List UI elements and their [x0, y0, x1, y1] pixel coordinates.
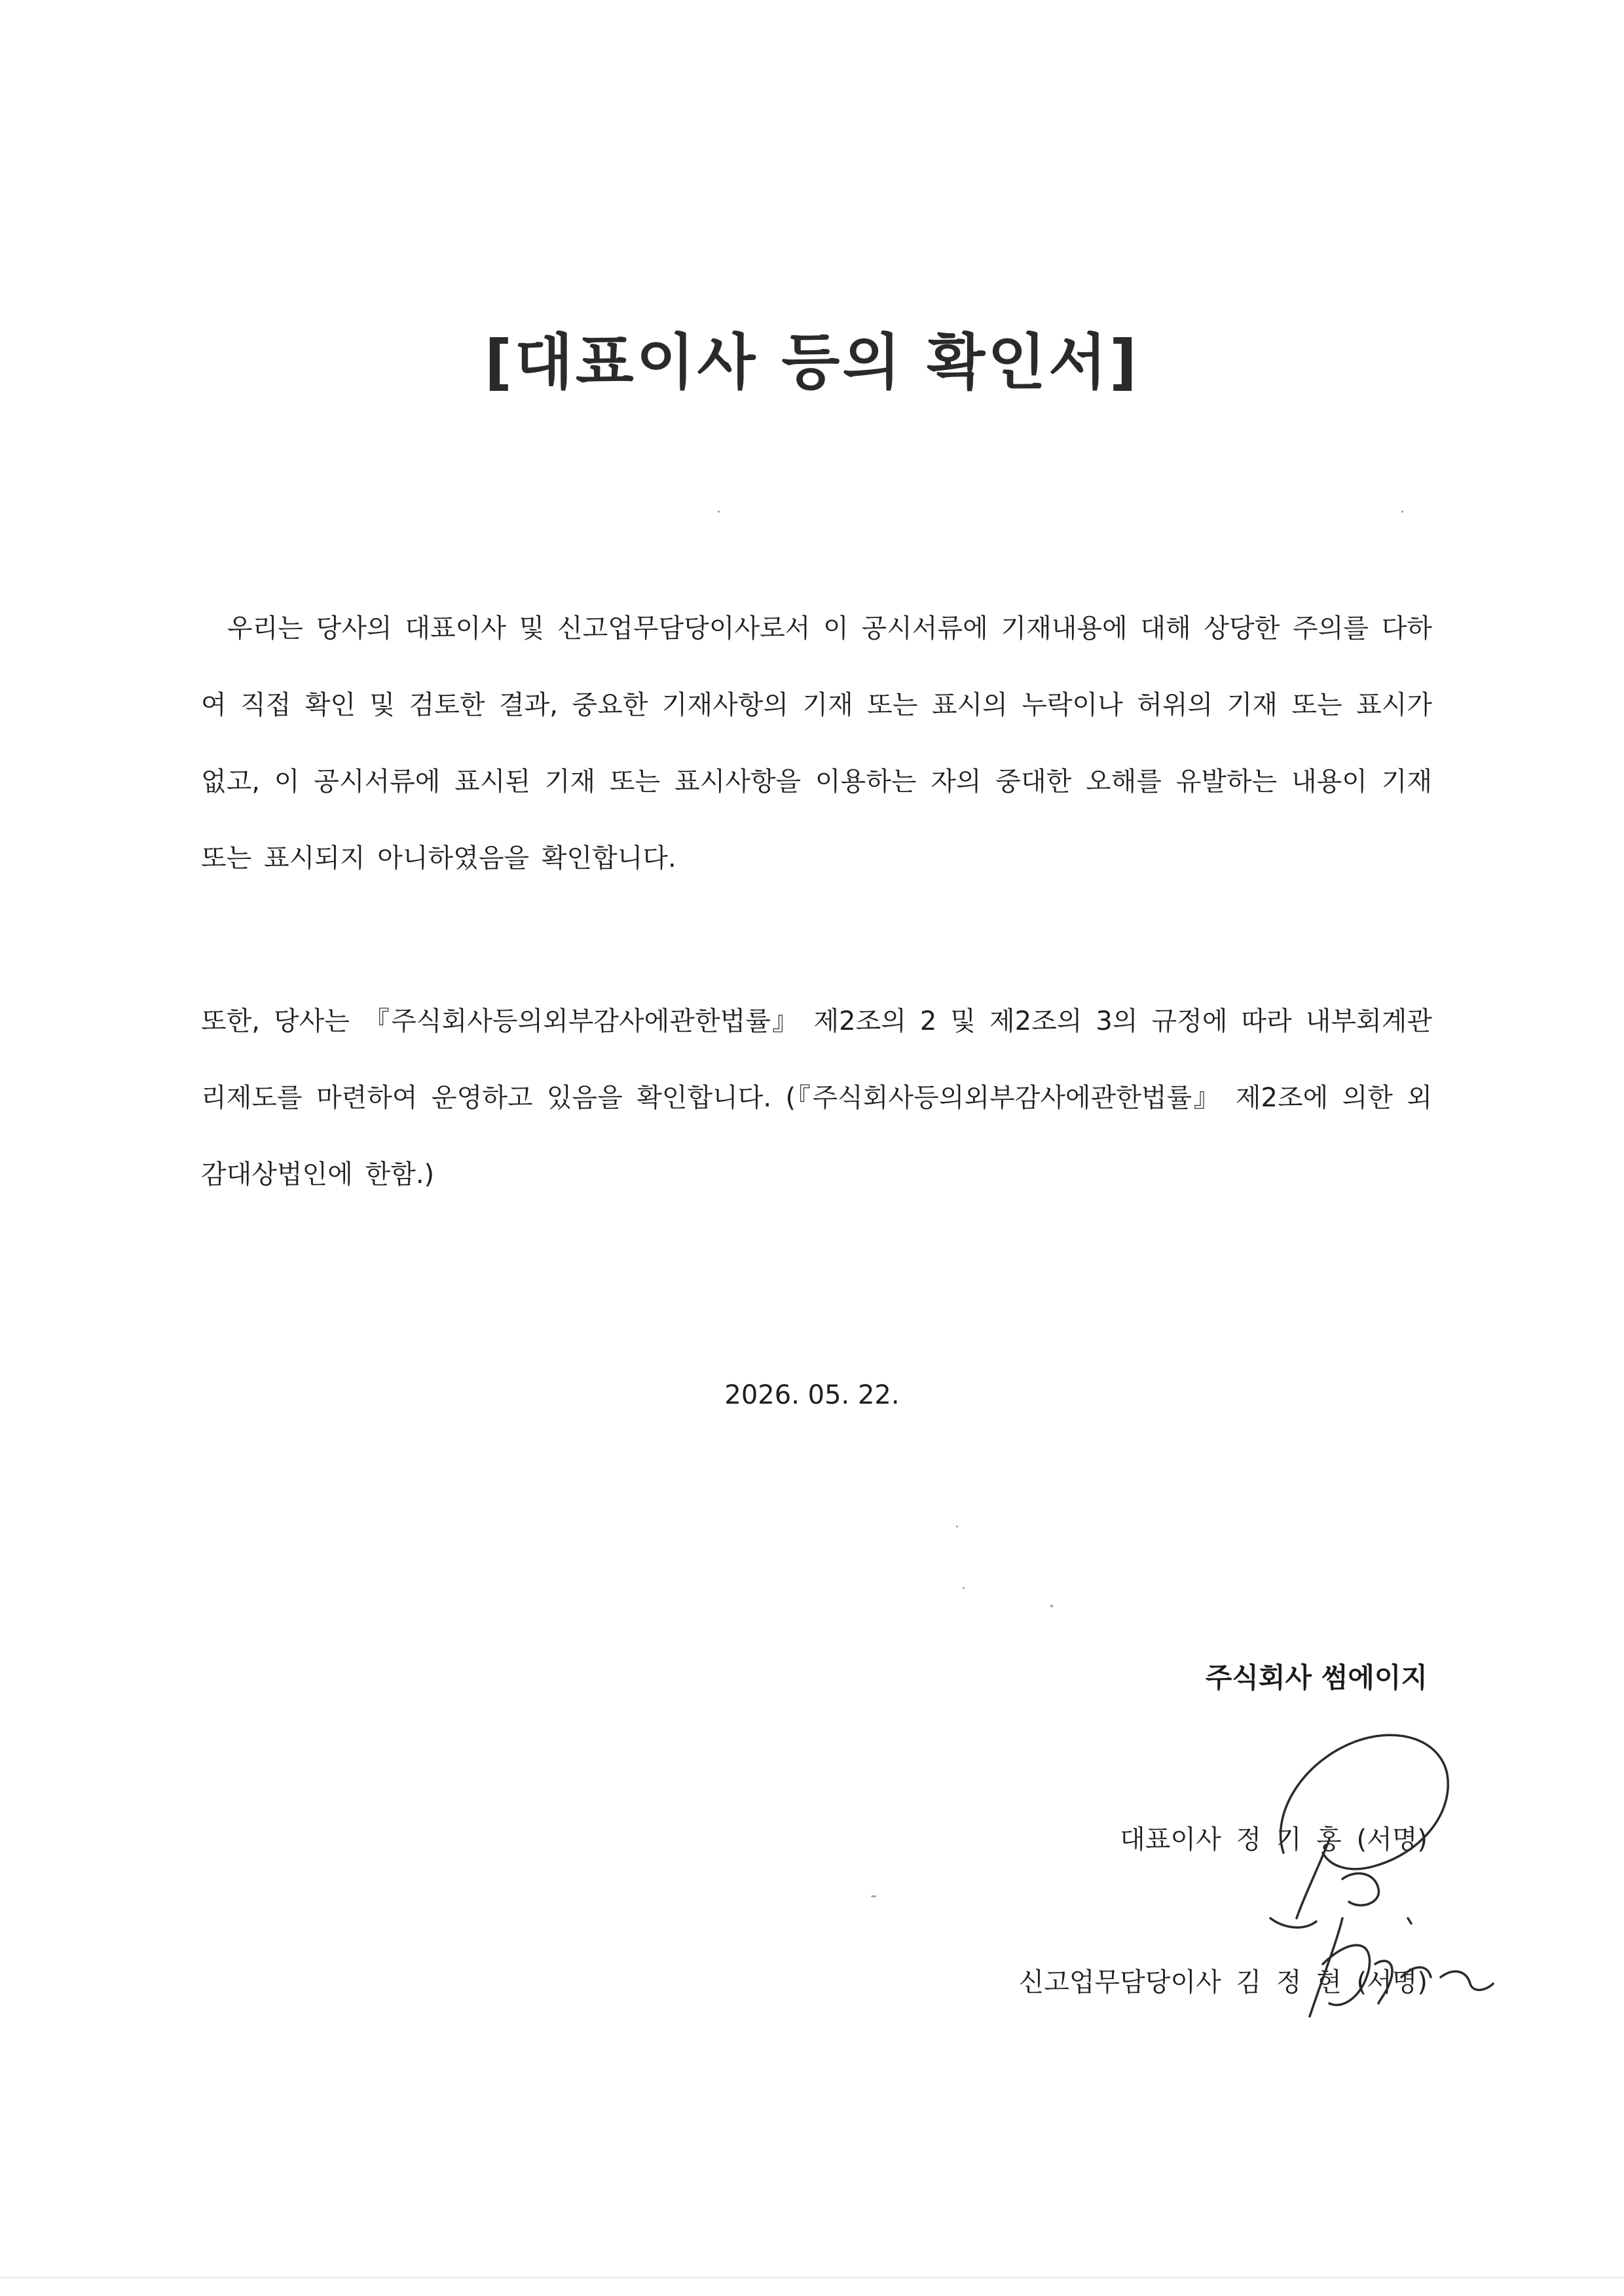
internal-control-paragraph: 또한, 당사는 『주식회사등의외부감사에관한법률』 제2조의 2 및 제2조의 3의 규정에 따라 내부회계관리제도를 마련하여 운영하고 있음을 확인합니다. (『주식회사등의외부감사에관한법률』 제2조에 의한 외감대상법인에 한함.) [201, 1006, 1432, 1190]
ceo-signature-line: 대표이사 정 기 홍 (서명) [1120, 1825, 1428, 1855]
scan-edge-line [0, 2277, 1624, 2278]
handwritten-signature [1244, 1702, 1532, 2043]
scan-speck [718, 511, 720, 513]
company-name: 주식회사 썸에이지 [1205, 1662, 1428, 1694]
document-date: 2026. 05. 22. [724, 1380, 900, 1410]
disclosure-officer-signature-line: 신고업무담당이사 김 정 현 (서명) [1018, 1967, 1428, 1997]
document-title: [대표이사 등의 확인서] [484, 327, 1139, 397]
scan-speck [1050, 1605, 1053, 1607]
confirmation-paragraph: 우리는 당사의 대표이사 및 신고업무담당이사로서 이 공시서류에 기재내용에 대해 상당한 주의를 다하여 직접 확인 및 검토한 결과, 중요한 기재사항의 기재 또는 표시의 누락이나 허위의 기재 또는 표시가 없고, 이 공시서류에 표시된 기재 또는 표시사항을 이용하는 자의 중대한 오해를 유발하는 내용이 기재 또는 표시되지 아니하였음을 확인합니다. [201, 613, 1432, 873]
scan-speck [871, 1895, 876, 1897]
scan-speck [956, 1525, 958, 1527]
scan-speck [1401, 511, 1403, 513]
scan-speck [963, 1587, 965, 1589]
